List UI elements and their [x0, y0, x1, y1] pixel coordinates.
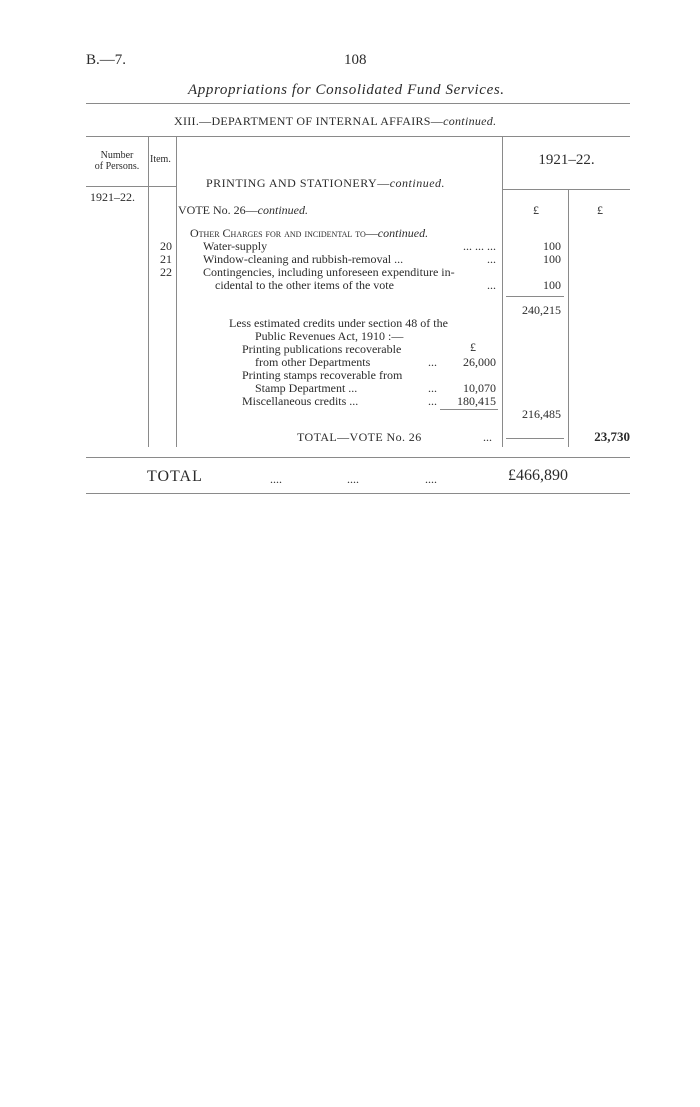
other-charges-text: Other Charges for and incidental to— — [190, 226, 378, 240]
credit-1-amount: 26,000 — [463, 355, 496, 369]
running-title: Appropriations for Consolidated Fund Services. — [188, 82, 505, 98]
vote-cont: continued. — [257, 203, 308, 217]
credit-3-amount: 180,415 — [457, 394, 496, 408]
item-label-20: Water-supply — [203, 239, 268, 253]
item-leader-21: ... — [487, 252, 496, 266]
credit-2-line2: Stamp Department ... — [255, 381, 358, 395]
item-number-21: 21 — [160, 252, 172, 266]
item-label-22-cont: cidental to the other items of the vote — [215, 278, 394, 292]
credit-3-line1: Miscellaneous credits ... — [242, 394, 359, 408]
item-leader-22: ... — [487, 278, 496, 292]
credit-2-amount: 10,070 — [463, 381, 496, 395]
grand-total-dots1: .... — [270, 472, 282, 486]
header-year: 1921–22. — [538, 152, 595, 168]
vote-text: VOTE No. 26— — [178, 203, 258, 217]
subhead-cont: continued. — [389, 176, 446, 190]
col-divider-persons — [148, 137, 149, 447]
header-number-line1: Number — [100, 150, 134, 161]
grand-total-amount: £466,890 — [508, 467, 568, 484]
rule-credits — [440, 409, 498, 410]
vote-heading — [178, 203, 308, 218]
header-number-line2: of Persons. — [94, 161, 140, 172]
rule-header-persons — [86, 186, 148, 187]
subhead-text: PRINTING AND STATIONERY— — [206, 176, 390, 190]
col-divider-item — [176, 137, 177, 447]
subtotal-amount: 240,215 — [522, 303, 561, 317]
rule-subtotal — [506, 296, 564, 297]
row-year: 1921–22. — [90, 190, 135, 204]
vote-total-leader: ... — [483, 430, 492, 444]
col-divider-amount2 — [568, 190, 569, 447]
header-item: Item. — [150, 154, 171, 165]
credits-line1: Less estimated credits under section 48 of the — [229, 316, 448, 330]
credits-total: 216,485 — [522, 407, 561, 421]
pound-col2: £ — [597, 203, 603, 217]
credit-3-leader: ... — [428, 394, 437, 408]
rule-bottom — [86, 493, 630, 494]
section-heading — [174, 114, 496, 129]
grand-total-label: TOTAL — [147, 468, 203, 485]
item-number-20: 20 — [160, 239, 172, 253]
credits-pound: £ — [470, 340, 476, 354]
item-amount-22: 100 — [543, 278, 561, 292]
item-amount-20: 100 — [543, 239, 561, 253]
rule-header-amounts — [503, 189, 630, 190]
item-label-21: Window-cleaning and rubbish-removal ... — [203, 252, 404, 266]
rule-table-bottom — [86, 457, 630, 458]
credit-2-line1: Printing stamps recoverable from — [242, 368, 403, 382]
item-number-22: 22 — [160, 265, 172, 279]
rule-top — [86, 103, 630, 104]
header-number-of-persons — [86, 150, 148, 172]
vote-total-amount: 23,730 — [594, 429, 630, 444]
section-heading-cont: continued. — [443, 114, 497, 128]
credit-1-line2: from other Departments — [255, 355, 371, 369]
credits-line2: Public Revenues Act, 1910 :— — [255, 329, 404, 343]
pound-col1: £ — [533, 203, 539, 217]
rule-table-top — [86, 136, 630, 137]
item-label-22: Contingencies, including unforeseen expenditure in- — [203, 265, 455, 279]
credit-2-leader: ... — [428, 381, 437, 395]
page-number: 108 — [344, 52, 367, 68]
grand-total-dots3: .... — [425, 472, 437, 486]
subhead — [206, 176, 445, 191]
page-ref: B.—7. — [86, 52, 127, 68]
credit-1-line1: Printing publications recoverable — [242, 342, 402, 356]
rule-header-item — [149, 186, 176, 187]
other-charges-cont: continued. — [377, 226, 429, 240]
item-amount-21: 100 — [543, 252, 561, 266]
grand-total-dots2: .... — [347, 472, 359, 486]
credit-1-leader: ... — [428, 355, 437, 369]
rule-vote-total — [506, 438, 564, 439]
item-leader-20: ... ... ... — [463, 239, 496, 253]
section-heading-text: XIII.—DEPARTMENT OF INTERNAL AFFAIRS— — [174, 114, 444, 128]
vote-total-label: TOTAL—VOTE No. 26 — [297, 430, 422, 444]
